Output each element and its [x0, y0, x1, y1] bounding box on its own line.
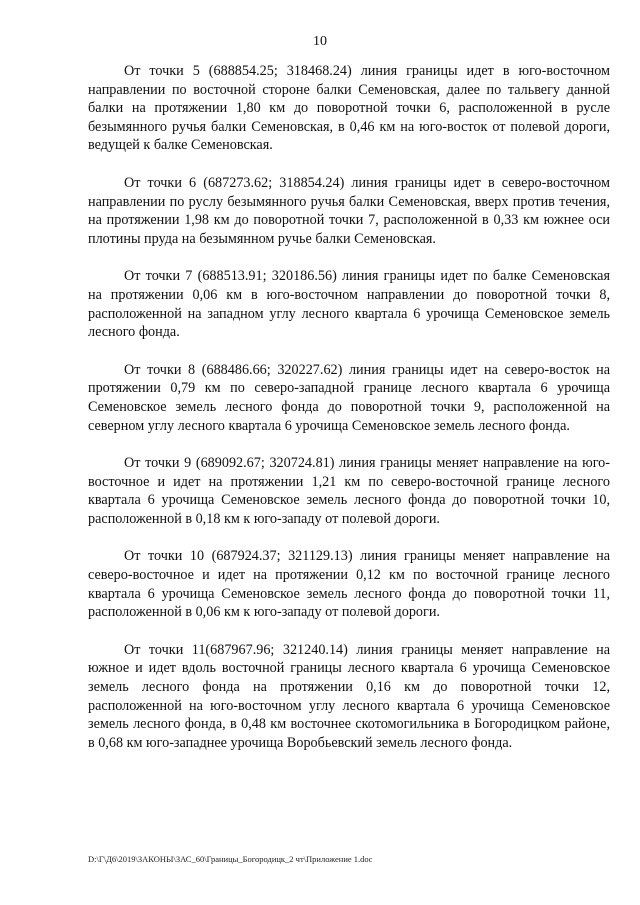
- paragraph-point-6: От точки 6 (687273.62; 318854.24) линия границы идет в северо-восточном направлении по руслу безымянного ручья балки Семеновская, вверх против течения, на протяжении 1,98 км до поворотной точки 7, расположенной в 0,33 км южнее оси плотины пруда на безымянном ручье балки Семеновская.: [88, 174, 610, 247]
- document-body: [88, 62, 610, 771]
- paragraph-point-8: От точки 8 (688486.66; 320227.62) линия границы идет на северо-восток на протяжении 0,79 км по северо-западной границе лесного квартала 6 урочища Семеновское земель лесного фонда до поворотной точки 9, расположенной на северном углу лесного квартала 6 урочища Семеновское земель лесного фонда.: [88, 361, 610, 434]
- paragraph-point-7: От точки 7 (688513.91; 320186.56) линия границы идет по балке Семеновская на протяжении 0,06 км в юго-восточном направлении до поворотной точки 8, расположенной на западном углу лесного квартала 6 урочища Семеновское земель лесного фонда.: [88, 268, 610, 341]
- paragraph-point-11: От точки 11(687967.96; 321240.14) линия границы меняет направление на южное и идет вдоль восточной границы лесного квартала 6 урочища Семеновское земель лесного фонда на протяжении 0,16 км до поворотной точки 12, расположенной на юго-восточном углу лесного квартала 6 урочища Семеновское земель лесного фонда, в 0,48 км восточнее скотомогильника в Богородицком районе, в 0,68 км юго-западнее урочища Воробьевский земель лесного фонда.: [88, 641, 610, 751]
- paragraph-point-9: От точки 9 (689092.67; 320724.81) линия границы меняет направление на юго-восточное и идет на протяжении 1,21 км по северо-восточной границе лесного квартала 6 урочища Семеновское земель лесного фонда до поворотной точки 10, расположенной в 0,18 км к юго-западу от полевой дороги.: [88, 455, 610, 527]
- footer-file-path: D:\Г\Д6\2019\ЗАКОНЫ\ЗАС_60\Границы_Богородицк_2 чт\Приложение 1.doc: [88, 854, 373, 864]
- paragraph-point-5: От точки 5 (688854.25; 318468.24) линия границы идет в юго-восточном направлении по восточной стороне балки Семеновская, далее по тальвегу данной балки на протяжении 1,80 км до поворотной точки 6, расположенной в русле безымянного ручья балки Семеновская, в 0,46 км на юго-восток от полевой дороги, ведущей к балке Семеновская.: [88, 63, 610, 154]
- page-number: 10: [313, 34, 327, 49]
- paragraph-point-10: От точки 10 (687924.37; 321129.13) линия границы меняет направление на северо-восточное и идет на протяжении 0,12 км по восточной границе лесного квартала 6 урочища Семеновское земель лесного фонда до поворотной точки 11, расположенной в 0,06 км к юго-западу от полевой дороги.: [88, 548, 610, 621]
